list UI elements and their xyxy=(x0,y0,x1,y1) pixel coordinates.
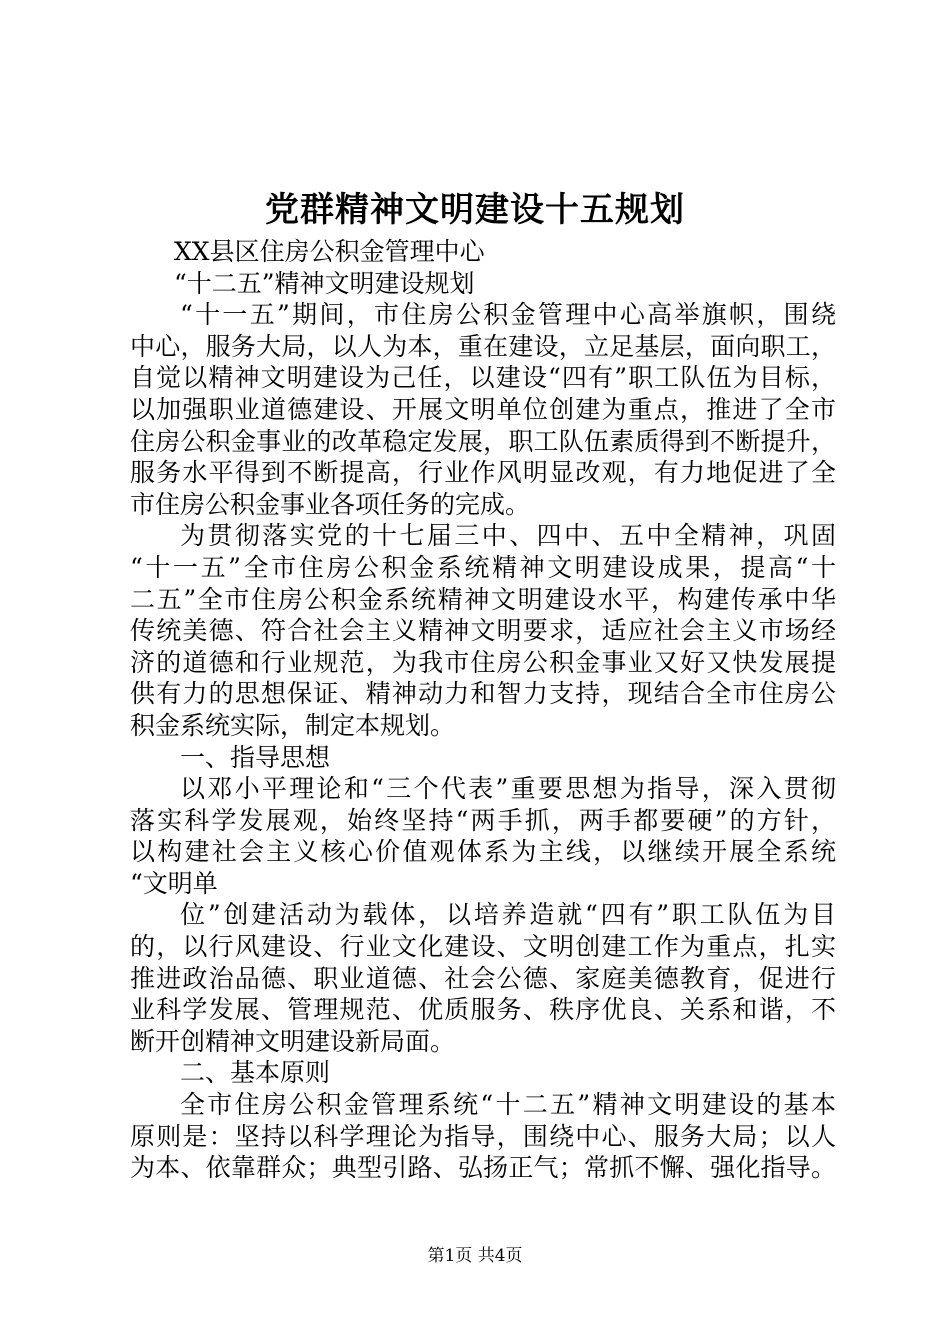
body-line: 供有力的思想保证、精神动力和智力支持，现结合全市住房公 xyxy=(130,679,836,709)
body-line: 位”创建活动为载体，以培养造就“四有”职工队伍为目 xyxy=(180,900,836,930)
body-line: 推进政治品德、职业道德、社会公德、家庭美德教育，促进行 xyxy=(130,963,836,993)
body-line: 中心，服务大局，以人为本，重在建设，立足基层，面向职工， xyxy=(130,331,836,361)
body-line: “文明单 xyxy=(130,868,218,898)
body-line: 自觉以精神文明建设为己任，以建设“四有”职工队伍为目标， xyxy=(130,363,836,393)
body-line: 二、基本原则 xyxy=(180,1058,331,1088)
body-line: 以邓小平理论和“三个代表”重要思想为指导，深入贯彻 xyxy=(180,774,836,804)
body-line: 住房公积金事业的改革稳定发展，职工队伍素质得到不断提升， xyxy=(130,426,836,456)
body-line: “十二五”精神文明建设规划 xyxy=(174,268,475,298)
document-body xyxy=(130,236,836,1184)
page-footer: 第1页 共4页 xyxy=(427,1246,523,1266)
body-line: XX县区住房公积金管理中心 xyxy=(174,237,485,266)
body-line: 的，以行风建设、行业文化建设、文明创建工作为重点，扎实 xyxy=(130,932,836,962)
body-line: “十一五”期间，市住房公积金管理中心高举旗帜，围绕 xyxy=(180,300,836,330)
body-line: 为贯彻落实党的十七届三中、四中、五中全精神，巩固 xyxy=(180,521,836,551)
body-line: 落实科学发展观，始终坚持“两手抓，两手都要硬”的方针， xyxy=(130,805,836,835)
body-line: 二五”全市住房公积金系统精神文明建设水平，构建传承中华 xyxy=(130,584,836,614)
body-line: 业科学发展、管理规范、优质服务、秩序优良、关系和谐，不 xyxy=(130,995,836,1025)
document-title: 党群精神文明建设十五规划 xyxy=(265,190,685,230)
body-line: 一、指导思想 xyxy=(180,742,331,772)
body-line: 济的道德和行业规范，为我市住房公积金事业又好又快发展提 xyxy=(130,647,836,677)
body-line: 服务水平得到不断提高，行业作风明显改观，有力地促进了全 xyxy=(130,458,836,488)
body-line: “十一五”全市住房公积金系统精神文明建设成果，提高“十 xyxy=(130,552,836,582)
body-line: 以加强职业道德建设、开展文明单位创建为重点，推进了全市 xyxy=(130,394,836,424)
body-line: 积金系统实际，制定本规划。 xyxy=(130,710,456,740)
body-line: 以构建社会主义核心价值观体系为主线，以继续开展全系统 xyxy=(130,837,836,867)
body-line: 断开创精神文明建设新局面。 xyxy=(130,1026,456,1056)
body-line: 为本、依靠群众；典型引路、弘扬正气；常抓不懈、强化指导。 xyxy=(130,1153,836,1183)
body-line: 市住房公积金事业各项任务的完成。 xyxy=(130,489,531,519)
body-line: 原则是：坚持以科学理论为指导，围绕中心、服务大局；以人 xyxy=(130,1121,836,1151)
body-line: 全市住房公积金管理系统“十二五”精神文明建设的基本 xyxy=(180,1090,836,1120)
body-line: 传统美德、符合社会主义精神文明要求，适应社会主义市场经 xyxy=(130,616,836,646)
